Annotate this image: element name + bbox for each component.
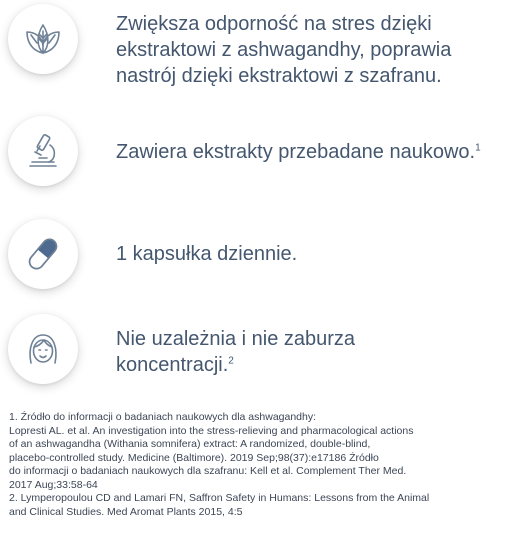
microscope-icon — [8, 116, 78, 186]
capsule-icon — [8, 219, 78, 289]
benefit-text: Zwiększa odporność na stres dzięki ekstraktowi z ashwagandhy, poprawia nastrój dzięki ekstraktowi z szafranu. — [116, 13, 452, 87]
benefit-text: Zawiera ekstrakty przebadane naukowo.$^1$ — [116, 141, 481, 163]
benefit-text: Nie uzależnia i nie zaburza koncentracji.$^2$ — [116, 328, 356, 376]
footnote-line: Lopresti AL. et al. An investigation into the stress-relieving and pharmacological actions — [9, 424, 414, 437]
footnote-line: 2. Lymperopoulou CD and Lamari FN, Saffron Safety in Humans: Lessons from the Animal — [9, 492, 430, 504]
footnotes — [9, 411, 503, 519]
footnote-line: 1. Źródło do informacji o badaniach naukowych dla ashwagandhy: — [9, 411, 317, 423]
footnote-line: placebo-controlled study. Medicine (Baltimore). 2019 Sep;98(37):e17186 Źródło — [9, 451, 379, 464]
footnote-line: and Clinical Studies. Med Aromat Plants 2015, 4:5 — [9, 505, 243, 518]
benefit-text: 1 kapsułka dziennie. — [116, 243, 298, 265]
footnote-line: of an ashwagandha (Withania somnifera) extract: A randomized, double-blind, — [9, 438, 371, 450]
footnote-ref: 1 — [475, 142, 481, 154]
footnote-ref: 2 — [228, 355, 234, 367]
footnote-line: 2017 Aug;33:58-64 — [9, 478, 98, 491]
leaves-icon — [8, 4, 78, 74]
face-icon — [8, 314, 78, 384]
footnote-line: do informacji o badaniach naukowych dla szafranu: Kell et al. Complement Ther Med. — [9, 465, 407, 477]
